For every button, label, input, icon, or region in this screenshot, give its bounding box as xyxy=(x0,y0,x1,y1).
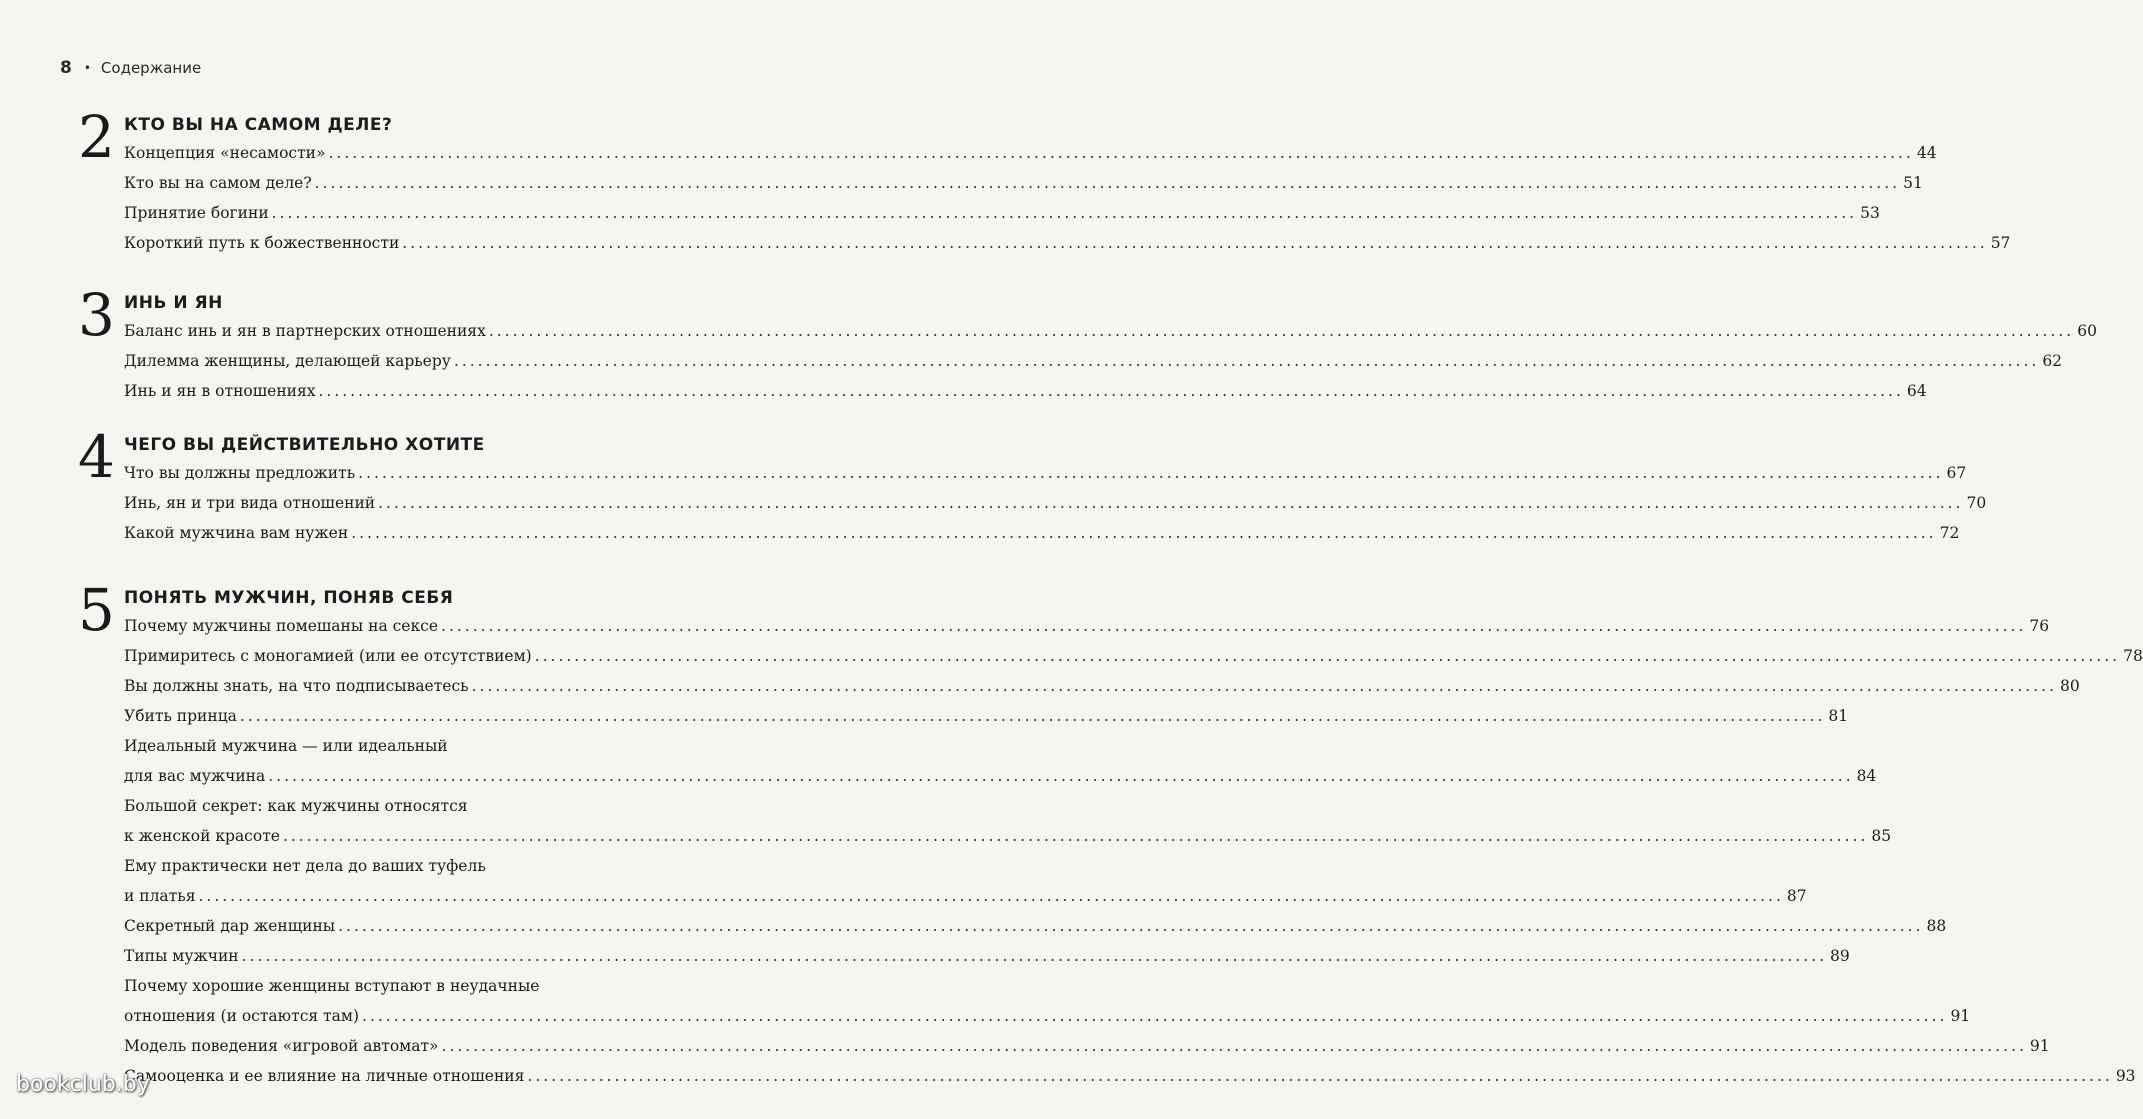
toc-entry-line xyxy=(124,941,1850,971)
toc-entry-line xyxy=(124,198,1880,228)
toc-entry-title: Секретный дар женщины xyxy=(124,917,336,935)
toc-entry-title: Ему практически нет дела до ваших туфель xyxy=(124,857,486,875)
dot-leader: ........................................................................................................................................................................................................ xyxy=(441,1037,2027,1055)
dot-leader: ........................................................................................................................................................................................................ xyxy=(328,144,1914,162)
toc-entry-page: 44 xyxy=(1916,144,1937,162)
toc-entry-title: Какой мужчина вам нужен xyxy=(124,524,349,542)
toc-entry-title: отношения (и остаются там) xyxy=(124,1007,360,1025)
toc-entry-page: 89 xyxy=(1830,947,1850,965)
toc-entry-page: 91 xyxy=(2029,1037,2050,1055)
toc-entry-line xyxy=(124,168,1923,198)
dot-leader: ........................................................................................................................................................................................................ xyxy=(271,204,1858,222)
toc-entry-page: 93 xyxy=(2115,1067,2136,1085)
toc-entry-title: Дилемма женщины, делающей карьеру xyxy=(124,352,451,370)
chapter-body xyxy=(124,290,2097,406)
toc-entry-line xyxy=(124,346,2063,376)
dot-leader: ........................................................................................................................................................................................................ xyxy=(534,647,2121,665)
toc-entry-page: 64 xyxy=(1906,382,1927,400)
toc-entry-page: 88 xyxy=(1926,917,1947,935)
dot-leader: ........................................................................................................................................................................................................ xyxy=(362,1007,1948,1025)
dot-leader: ........................................................................................................................................................................................................ xyxy=(453,352,2040,370)
toc-entry-page: 51 xyxy=(1903,174,1923,192)
toc-entry-line xyxy=(124,316,2097,346)
toc-entry[interactable] xyxy=(124,458,1967,488)
toc-entry-title: Типы мужчин xyxy=(124,947,239,965)
toc-entry-title: Что вы должны предложить xyxy=(124,464,356,482)
page-number: 8 xyxy=(60,58,72,78)
toc-entry[interactable] xyxy=(124,488,1987,518)
dot-leader: ........................................................................................................................................................................................................ xyxy=(338,917,1924,935)
dot-leader: ........................................................................................................................................................................................................ xyxy=(488,322,2075,340)
toc-entry-page: 60 xyxy=(2077,322,2097,340)
toc-entry[interactable] xyxy=(124,376,1927,406)
toc-entry-title: для вас мужчина xyxy=(124,767,266,785)
toc-entry-page: 81 xyxy=(1828,707,1849,725)
dot-leader: ........................................................................................................................................................................................................ xyxy=(282,827,1869,845)
dot-leader: ........................................................................................................................................................................................................ xyxy=(268,767,1854,785)
toc-entry-page: 87 xyxy=(1786,887,1807,905)
toc-entry[interactable] xyxy=(124,346,2063,376)
watermark-logo: bookclub.by xyxy=(16,1072,150,1097)
dot-leader: ........................................................................................................................................................................................................ xyxy=(198,887,1784,905)
chapter-title: ИНЬ И ЯН xyxy=(124,293,223,313)
chapter-number: 4 xyxy=(78,423,115,491)
toc-entry[interactable] xyxy=(124,228,2011,258)
toc-entry-line xyxy=(124,671,2080,701)
toc-entry[interactable] xyxy=(124,611,2050,641)
dot-leader: ........................................................................................................................................................................................................ xyxy=(402,234,1988,252)
toc-entry[interactable] xyxy=(124,1031,2050,1061)
toc-entry-page: 84 xyxy=(1856,767,1877,785)
toc-entry-title: Инь, ян и три вида отношений xyxy=(124,494,376,512)
toc-entry[interactable] xyxy=(124,138,1937,168)
toc-entry[interactable] xyxy=(124,198,1880,228)
toc-entry[interactable] xyxy=(124,851,1807,911)
toc-entry-title: Принятие богини xyxy=(124,204,269,222)
toc-entry-page: 85 xyxy=(1871,827,1892,845)
toc-entry-page: 91 xyxy=(1950,1007,1971,1025)
toc-entry-page: 78 xyxy=(2123,647,2143,665)
toc-entry-line xyxy=(124,458,1967,488)
toc-entry-title: Идеальный мужчина — или идеальный xyxy=(124,737,448,755)
dot-leader: ........................................................................................................................................................................................................ xyxy=(378,494,1964,512)
toc-entry-line xyxy=(124,641,2143,671)
toc-entry[interactable] xyxy=(124,168,1923,198)
toc-entry-title: Убить принца xyxy=(124,707,237,725)
toc-entry-title: Примиритесь с моногамией (или ее отсутствием) xyxy=(124,647,532,665)
toc-entry-line xyxy=(124,138,1937,168)
toc-entry-title: Вы должны знать, на что подписываетесь xyxy=(124,677,469,695)
dot-leader: ........................................................................................................................................................................................................ xyxy=(318,382,1904,400)
toc-entry-line xyxy=(124,761,1877,791)
toc-entry[interactable] xyxy=(124,518,1960,548)
dot-leader: ........................................................................................................................................................................................................ xyxy=(471,677,2058,695)
toc-entry[interactable] xyxy=(124,1061,2136,1091)
toc-entry-line xyxy=(124,1001,1971,1031)
toc-entry[interactable] xyxy=(124,971,1971,1031)
toc-entry-line xyxy=(124,791,658,821)
toc-entry[interactable] xyxy=(124,701,1849,731)
chapter-body xyxy=(124,432,1987,548)
dot-leader: ........................................................................................................................................................................................................ xyxy=(314,174,1901,192)
dot-leader: ........................................................................................................................................................................................................ xyxy=(358,464,1944,482)
toc-entry-line xyxy=(124,228,2011,258)
toc-entry-page: 67 xyxy=(1946,464,1967,482)
toc-entry-title: Кто вы на самом деле? xyxy=(124,174,312,192)
toc-entry-page: 80 xyxy=(2060,677,2080,695)
toc-entry[interactable] xyxy=(124,941,1850,971)
section-title: Содержание xyxy=(100,59,202,77)
toc-entry-line xyxy=(124,376,1927,406)
toc-entry-title: Инь и ян в отношениях xyxy=(124,382,316,400)
toc-entry-title: Почему хорошие женщины вступают в неудачные xyxy=(124,977,540,995)
toc-entry-page: 76 xyxy=(2029,617,2050,635)
toc-entry[interactable] xyxy=(124,316,2097,346)
toc-entry-line xyxy=(124,1061,2136,1091)
toc-entry-line xyxy=(124,971,658,1001)
chapter-number: 3 xyxy=(78,281,115,349)
toc-entry[interactable] xyxy=(124,911,1947,941)
chapter-number: 2 xyxy=(78,103,115,171)
toc-entry-title: Баланс инь и ян в партнерских отношениях xyxy=(124,322,486,340)
toc-entry-title: Концепция «несамости» xyxy=(124,144,326,162)
dot-leader: ........................................................................................................................................................................................................ xyxy=(441,617,2027,635)
toc-entry-line xyxy=(124,488,1987,518)
toc-entry-line xyxy=(124,821,1892,851)
toc-entry-title: и платья xyxy=(124,887,196,905)
toc-entry-line xyxy=(124,1031,2050,1061)
toc-entry-page: 72 xyxy=(1939,524,1960,542)
toc-entry-title: Короткий путь к божественности xyxy=(124,234,400,252)
toc-entry-line xyxy=(124,611,2050,641)
toc-entry[interactable] xyxy=(124,791,1892,851)
toc-entry-title: к женской красоте xyxy=(124,827,280,845)
dot-leader: ........................................................................................................................................................................................................ xyxy=(351,524,1937,542)
toc-entry-title: Большой секрет: как мужчины относятся xyxy=(124,797,468,815)
toc-entry-title: Почему мужчины помешаны на сексе xyxy=(124,617,439,635)
toc-entry-page: 53 xyxy=(1860,204,1880,222)
dot-leader: ........................................................................................................................................................................................................ xyxy=(241,947,1828,965)
toc-entry-title: Модель поведения «игровой автомат» xyxy=(124,1037,439,1055)
chapter-body xyxy=(124,112,2011,258)
toc-entry[interactable] xyxy=(124,671,2080,701)
toc-entry-line xyxy=(124,851,658,881)
dot-leader: ........................................................................................................................................................................................................ xyxy=(527,1067,2113,1085)
chapter-number: 5 xyxy=(78,576,115,644)
toc-entry-line xyxy=(124,911,1947,941)
dot-leader: ........................................................................................................................................................................................................ xyxy=(239,707,1826,725)
running-header xyxy=(60,58,201,78)
toc-entry-line xyxy=(124,518,1960,548)
chapter-title: ПОНЯТЬ МУЖЧИН, ПОНЯВ СЕБЯ xyxy=(124,588,454,608)
toc-entry-line xyxy=(124,731,658,761)
toc-entry-page: 57 xyxy=(1990,234,2011,252)
chapter-body xyxy=(124,585,2143,1091)
chapter-title: КТО ВЫ НА САМОМ ДЕЛЕ? xyxy=(124,115,393,135)
toc-entry[interactable] xyxy=(124,641,2143,671)
toc-entry-page: 62 xyxy=(2042,352,2063,370)
toc-entry-title: Самооценка и ее влияние на личные отношения xyxy=(124,1067,525,1085)
toc-entry-line xyxy=(124,881,1807,911)
toc-entry-line xyxy=(124,701,1849,731)
header-separator: • xyxy=(83,61,91,75)
toc-entry-page: 70 xyxy=(1966,494,1987,512)
chapter-title: ЧЕГО ВЫ ДЕЙСТВИТЕЛЬНО ХОТИТЕ xyxy=(124,435,485,455)
toc-entry[interactable] xyxy=(124,731,1877,791)
